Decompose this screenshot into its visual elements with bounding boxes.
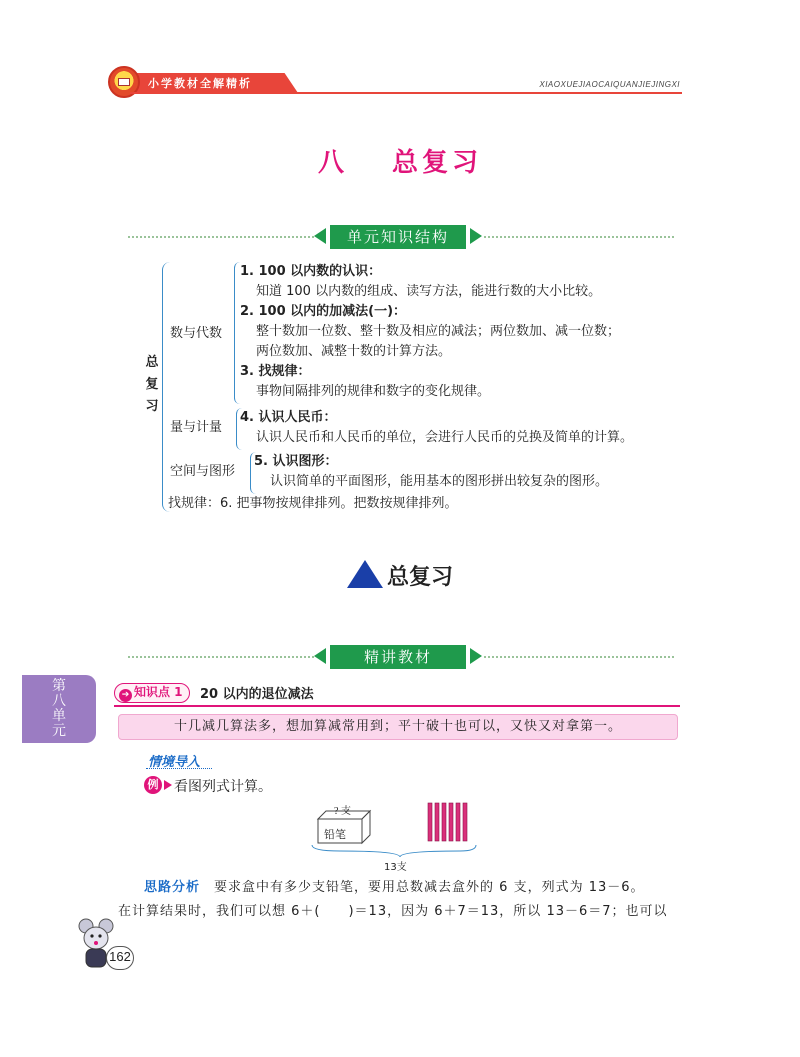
chapter-name: 总复习 xyxy=(392,148,483,178)
banner-dotline-left xyxy=(128,656,314,658)
teaching-banner: 精讲教材 xyxy=(330,645,466,669)
banner-dotline-right xyxy=(484,656,674,658)
tree-root: 总复习 xyxy=(145,355,159,414)
item-title: 3. 找规律： xyxy=(240,364,311,379)
rhyme-box: 十几减几算法多，想加算减常用到；平十破十也可以，又快又对拿第一。 xyxy=(118,714,678,740)
figure-question: ? 支 xyxy=(334,806,351,817)
pencil xyxy=(428,803,432,841)
group-label-geometry: 空间与图形 xyxy=(170,464,236,479)
analysis-label: 思路分析 xyxy=(144,880,201,895)
root-brace xyxy=(162,262,170,512)
figure-total: 13支 xyxy=(384,862,407,873)
item-line: 两位数加、减整十数的计算方法。 xyxy=(256,344,452,359)
header-pinyin: XIAOXUEJIAOCAIQUANJIEJINGXI xyxy=(539,80,680,89)
unit-side-tab: 第八单元 xyxy=(22,675,96,743)
example-badge: 例 xyxy=(144,776,162,794)
pencil xyxy=(449,803,453,841)
group-label-measure: 量与计量 xyxy=(170,420,223,435)
item-line: 事物间隔排列的规律和数字的变化规律。 xyxy=(256,384,491,399)
analysis-line-2: 在计算结果时，我们可以想 6＋( )＝13，因为 6＋7＝13，所以 13－6＝7；也可以 xyxy=(118,904,668,919)
chapter-number: 八 xyxy=(317,148,348,178)
situation-label: 情境导入 xyxy=(148,755,201,770)
situation-underline xyxy=(146,768,212,769)
knowledge-point-underline xyxy=(114,705,680,707)
group-items-algebra xyxy=(240,262,620,402)
banner-arrow-left-icon xyxy=(314,228,326,244)
figure-box-label: 铅笔 xyxy=(324,828,346,841)
last-line: 找规律：6. 把事物按规律排列。把数按规律排列。 xyxy=(168,496,458,511)
item-title: 5. 认识图形： xyxy=(254,454,338,469)
pencil xyxy=(442,803,446,841)
item-line: 认识简单的平面图形，能用基本的图形拼出较复杂的图形。 xyxy=(270,474,609,489)
pencil xyxy=(435,803,439,841)
banner-dotline-left xyxy=(128,236,314,238)
play-triangle-icon xyxy=(164,780,172,790)
header-rule xyxy=(130,92,682,94)
item-title: 1. 100 以内数的认识： xyxy=(240,264,382,279)
banner-arrow-left-icon xyxy=(314,648,326,664)
banner-arrow-right-icon xyxy=(470,648,482,664)
pencil xyxy=(463,803,467,841)
example-prompt: 看图列式计算。 xyxy=(174,779,272,795)
chapter-title xyxy=(0,142,800,179)
section-title: 总复习 xyxy=(0,560,800,591)
analysis-line-1: 思路分析 要求盒中有多少支铅笔，要用总数减去盒外的 6 支，列式为 13－6。 xyxy=(144,880,645,895)
arrow-right-icon: ➔ xyxy=(119,689,132,702)
item-line: 认识人民币和人民币的单位，会进行人民币的兑换及简单的计算。 xyxy=(256,430,634,445)
page-number: 162 xyxy=(106,946,134,970)
header-series-title: 小学教材全解精析 xyxy=(148,77,252,90)
pencil xyxy=(456,803,460,841)
knowledge-point-title: 20 以内的退位减法 xyxy=(200,687,314,702)
item-title: 2. 100 以内的加减法(一)： xyxy=(240,304,407,319)
banner-dotline-right xyxy=(484,236,674,238)
total-brace xyxy=(312,845,476,857)
group-items-measure xyxy=(240,408,633,448)
banner-arrow-right-icon xyxy=(470,228,482,244)
group-items-geometry xyxy=(254,452,608,492)
knowledge-point-badge: ➔ 知识点 1 xyxy=(114,683,190,703)
item-line: 知道 100 以内数的组成、读写方法，能进行数的大小比较。 xyxy=(256,284,602,299)
blue-triangle-icon xyxy=(347,560,383,588)
structure-banner: 单元知识结构 xyxy=(330,225,466,249)
pencil-group xyxy=(428,803,467,841)
group-label-algebra: 数与代数 xyxy=(170,326,223,341)
item-line: 整十数加一位数、整十数及相应的减法；两位数加、减一位数； xyxy=(256,324,621,339)
item-title: 4. 认识人民币： xyxy=(240,410,337,425)
